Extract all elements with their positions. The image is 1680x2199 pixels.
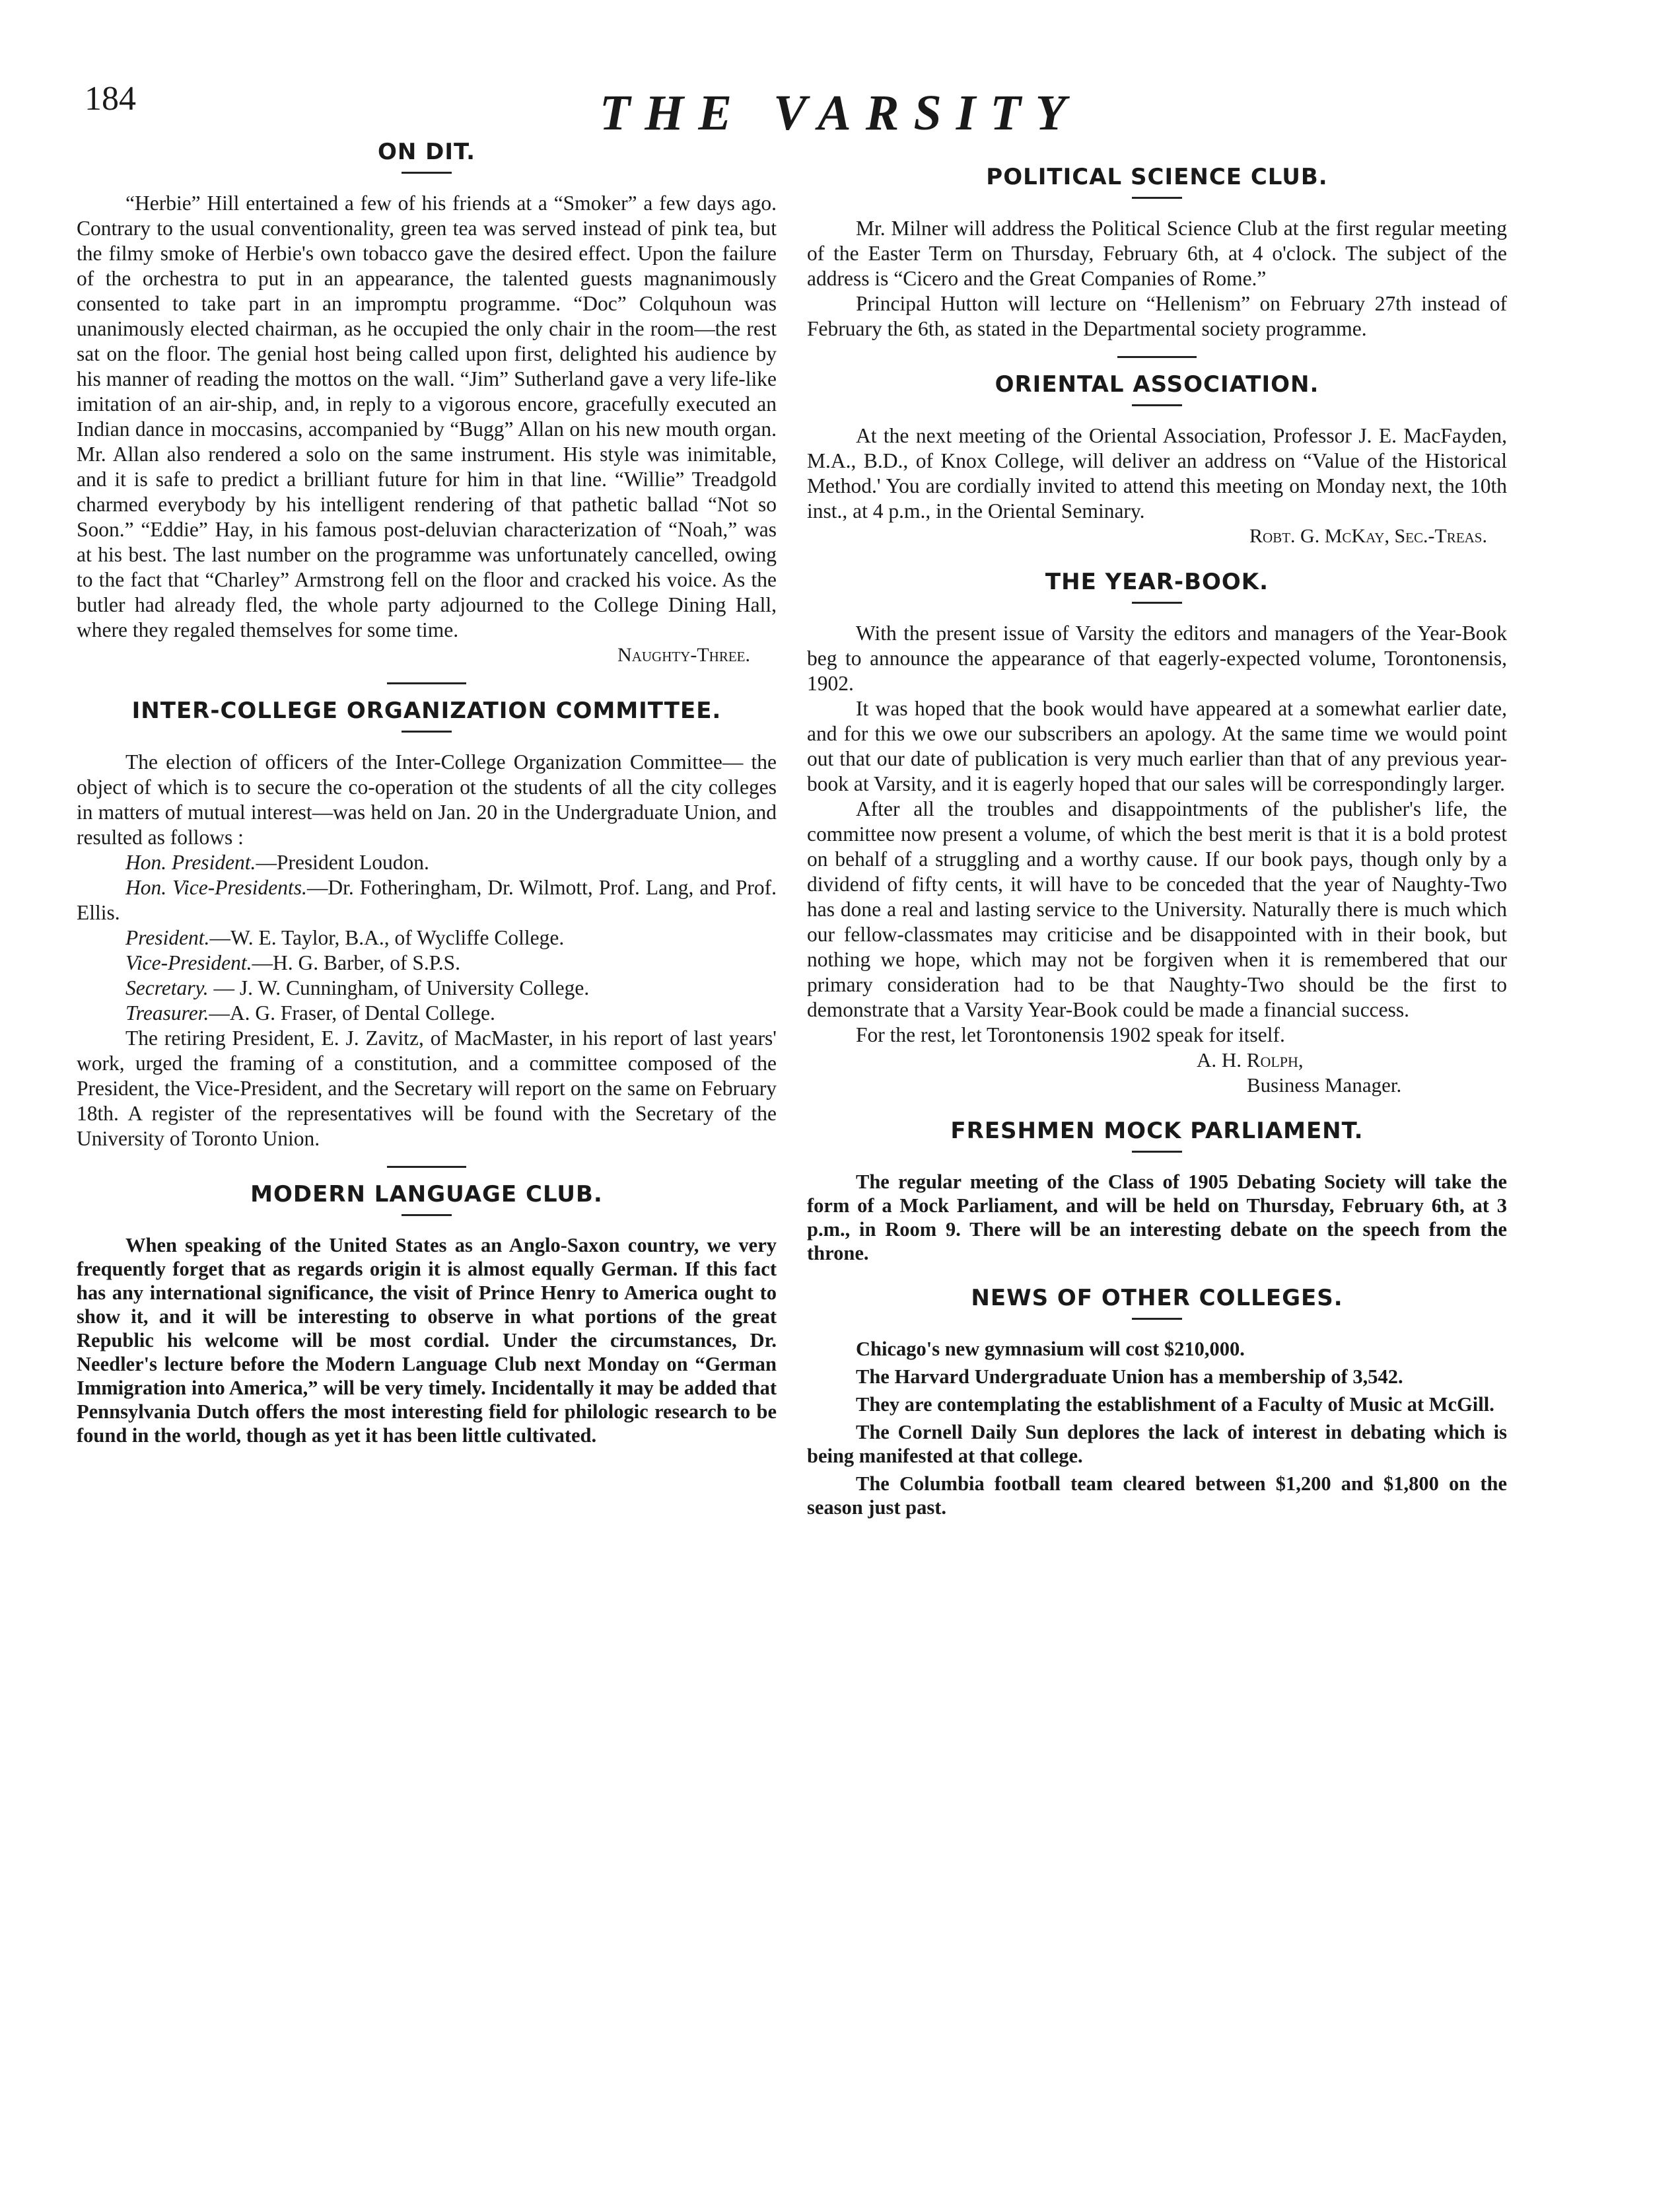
political-science-heading: POLITICAL SCIENCE CLUB.	[986, 164, 1328, 190]
news-item: Chicago's new gymnasium will cost $210,000.	[856, 1338, 1245, 1360]
political-science-para-2: Principal Hutton will lecture on “Hellenism” on February 27th instead of February the 6th, as stated in the Departmental society programme.	[807, 292, 1507, 340]
political-science-section	[807, 164, 1507, 342]
officer-entry: Vice-President.—H. G. Barber, of S.P.S.	[125, 951, 461, 974]
year-book-para-2: It was hoped that the book would have appeared at a somewhat earlier date, and for this we owe our subscribers an apology. At the same time we would point out that our date of publication is very much earlier than that of any previous year-book at Varsity, and it is eagerly hoped that our sales will be correspondingly larger.	[807, 697, 1507, 795]
year-book-para-1: With the present issue of Varsity the editors and managers of the Year-Book beg to announce the appearance of that eagerly-expected volume, Torontonensis, 1902.	[807, 622, 1507, 695]
inter-college-section	[77, 698, 777, 1151]
heading-rule	[402, 731, 452, 733]
section-divider	[387, 1166, 466, 1168]
section-divider	[387, 682, 466, 684]
page-number: 184	[85, 80, 136, 118]
political-science-para-1: Mr. Milner will address the Political Science Club at the first regular meeting of the Easter Term on Thursday, February 6th, at 4 o'clock. The subject of the address is “Cicero and the Great Companies of Rome.”	[807, 217, 1507, 290]
heading-rule	[1132, 404, 1182, 406]
signature-title: Business Manager.	[1247, 1073, 1402, 1097]
news-item: They are contemplating the establishment of a Faculty of Music at McGill.	[856, 1393, 1494, 1416]
heading-rule	[1132, 1151, 1182, 1153]
oriental-heading: ORIENTAL ASSOCIATION.	[995, 371, 1319, 398]
on-dit-body: “Herbie” Hill entertained a few of his friends at a “Smoker” a few days ago. Contrary to the usual conventionality, green tea was served instead of pink tea, but the filmy smoke of Herbie's own tobacco gave the desired effect. Upon the failure of the orchestra to put in an appearance, the talented guests magnanimously consented to take part in an impromptu programme. “Doc” Colquhoun was unanimously elected chairman, as he occupied the only chair in the room—the rest sat on the floor. The genial host being called upon first, delighted his audience by his manner of reading the mottos on the wall. “Jim” Sutherland gave a very life-like imitation of an air-ship, and, in reply to a vigorous encore, gracefully executed an Indian dance in moccasins, accompanied by “Bugg” Allan on his new mouth organ. Mr. Allan also rendered a solo on the same instrument. His style was inimitable, and it is safe to predict a brilliant future for him in that line. “Willie” Treadgold charmed everybody by his intelligent rendering of that pathetic ballad “Not so Soon.” “Eddie” Hay, in his famous post-deluvian characterization of “Noah,” was at his best. The last number on the programme was unfortunately cancelled, owing to the fact that “Charley” Armstrong fell on the floor and cracked his voice. As the butler had already fled, the whole party adjourned to the College Dining Hall, where they regaled themselves for some time.	[77, 192, 777, 641]
right-column	[807, 164, 1507, 1519]
news-item: The Harvard Undergraduate Union has a membership of 3,542.	[856, 1365, 1403, 1388]
news-item: The Cornell Daily Sun deplores the lack of interest in debating which is being manifested at that college.	[807, 1421, 1507, 1467]
year-book-signature	[807, 1048, 1507, 1098]
left-column	[77, 139, 777, 1447]
heading-rule	[1132, 602, 1182, 604]
modern-language-body: When speaking of the United States as an Anglo-Saxon country, we very frequently forget that as regards origin it is almost equally German. If this fact has any international significance, the visit of Prince Henry to America ought to show it, and it will be interesting to observe in what portions of the great Republic his welcome will be most cordial. Under the circumstances, Dr. Needler's lecture before the Modern Language Club next Monday on “German Immigration into America,” will be very timely. Incidentally it may be added that Pennsylvania Dutch offers the most interesting field for philologic research to be found in the world, though as yet it has been little cultivated.	[77, 1234, 777, 1447]
officer-entry: Secretary. — J. W. Cunningham, of University College.	[125, 976, 590, 999]
freshmen-heading: FRESHMEN MOCK PARLIAMENT.	[950, 1118, 1364, 1144]
signature-name: A. H. Rolph,	[1197, 1048, 1304, 1071]
modern-language-heading: MODERN LANGUAGE CLUB.	[250, 1181, 603, 1208]
inter-college-heading: INTER-COLLEGE ORGANIZATION COMMITTEE.	[131, 698, 722, 724]
officer-entry: President.—W. E. Taylor, B.A., of Wycliffe College.	[125, 926, 565, 949]
year-book-heading: THE YEAR-BOOK.	[1045, 569, 1269, 595]
officer-list	[77, 850, 777, 1026]
modern-language-section	[77, 1181, 777, 1447]
heading-rule	[1132, 197, 1182, 199]
heading-rule	[402, 172, 452, 174]
news-heading: NEWS OF OTHER COLLEGES.	[971, 1285, 1343, 1311]
freshmen-body: The regular meeting of the Class of 1905 Debating Society will take the form of a Mock Parliament, and will be held on Thursday, February 6th, at 3 p.m., in Room 9. There will be an interesting debate on the speech from the throne.	[807, 1171, 1507, 1264]
year-book-para-3: After all the troubles and disappointments of the publisher's life, the committee now present a volume, of which the best merit is that it is a bold protest on behalf of a struggling and a worthy cause. If our book pays, though only by a dividend of fifty cents, it will have to be conceded that the year of Naughty-Two has done a real and lasting service to the University. Naturally there is much which our fellow-classmates may criticise and be disappointed with in their book, but nothing we hope, which may not be forgiven when it is remembered that our primary consideration had to be that Naughty-Two should be the first to demonstrate that a Varsity Year-Book could be made a financial success.	[807, 797, 1507, 1021]
inter-college-closing: The retiring President, E. J. Zavitz, of MacMaster, in his report of last years' work, urged the framing of a constitution, and a committee composed of the President, the Vice-President, and the Secretary will report on the same on February 18th. A register of the representatives will be found with the Secretary of the University of Toronto Union.	[77, 1027, 777, 1150]
inter-college-intro: The election of officers of the Inter-College Organization Committee— the object of which is to secure the co-operation ot the students of all the city colleges in matters of mutual interest—was held on Jan. 20 in the Undergraduate Union, and resulted as follows :	[77, 750, 777, 849]
year-book-section	[807, 569, 1507, 1098]
on-dit-heading: ON DIT.	[377, 139, 475, 165]
on-dit-section	[77, 139, 777, 668]
section-divider	[1117, 356, 1197, 358]
officer-entry: Hon. President.—President Loudon.	[125, 851, 429, 874]
year-book-para-4: For the rest, let Torontonensis 1902 speak for itself.	[856, 1023, 1285, 1046]
masthead: THE VARSITY	[599, 85, 1081, 141]
oriental-body: At the next meeting of the Oriental Association, Professor J. E. MacFayden, M.A., B.D., of Knox College, will deliver an address on “Value of the Historical Method.' You are cordially invited to attend this meeting on Monday next, the 10th inst., at 4 p.m., in the Oriental Seminary.	[807, 424, 1507, 523]
officer-entry: Treasurer.—A. G. Fraser, of Dental College.	[125, 1001, 495, 1025]
heading-rule	[1132, 1318, 1182, 1320]
oriental-section	[807, 371, 1507, 549]
oriental-signature: Robt. G. McKay, Sec.-Treas.	[1249, 525, 1487, 547]
heading-rule	[402, 1214, 452, 1216]
freshmen-section	[807, 1118, 1507, 1265]
on-dit-signature: Naughty-Three.	[617, 644, 750, 666]
news-section	[807, 1285, 1507, 1519]
news-item: The Columbia football team cleared between $1,200 and $1,800 on the season just past.	[807, 1472, 1507, 1519]
officer-entry: Hon. Vice-Presidents.—Dr. Fotheringham, Dr. Wilmott, Prof. Lang, and Prof. Ellis.	[77, 876, 777, 924]
